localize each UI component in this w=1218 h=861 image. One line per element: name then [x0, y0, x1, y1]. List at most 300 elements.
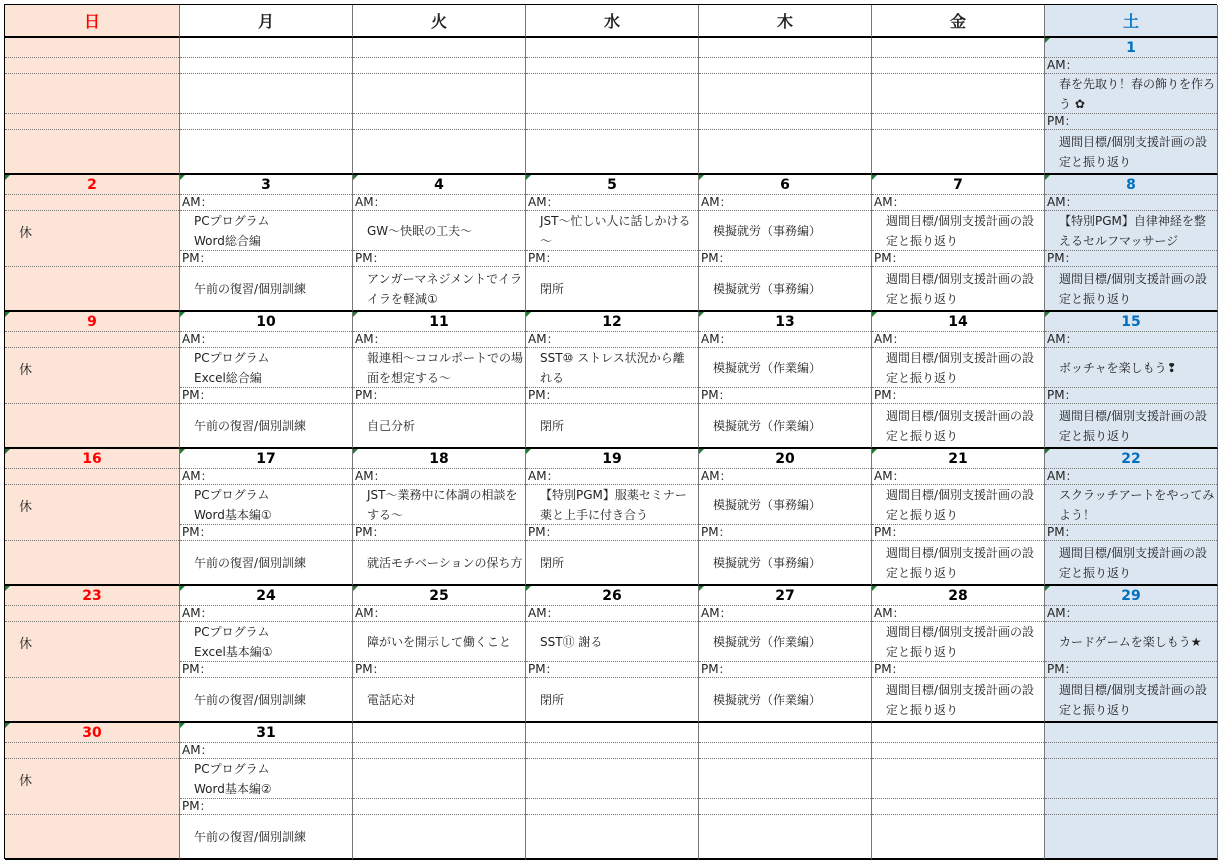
day-cell-9 — [5, 312, 180, 449]
day-number: 3 — [180, 175, 352, 195]
am-event-text: PCプログラム Excel総合編 — [194, 350, 270, 385]
blank-row — [699, 759, 871, 799]
empty-day-cell — [5, 38, 180, 175]
day-number: 13 — [699, 312, 871, 332]
day-number — [5, 38, 179, 58]
pm-label: PM： — [872, 662, 1044, 678]
empty-day-cell — [1045, 723, 1218, 860]
day-number: 4 — [353, 175, 525, 195]
day-cell-7 — [872, 175, 1045, 312]
pm-label-row — [5, 251, 179, 267]
day-number: 30 — [5, 723, 179, 743]
am-event — [699, 348, 871, 388]
am-event — [872, 622, 1044, 662]
day-number — [353, 723, 525, 743]
blank-row — [353, 58, 525, 74]
pm-event-text: 就活モチベーションの保ち方 — [367, 555, 523, 570]
pm-label: PM： — [699, 251, 871, 267]
day-cell-25 — [353, 586, 526, 723]
day-cell-6 — [699, 175, 872, 312]
day-cell-4 — [353, 175, 526, 312]
blank-row — [353, 759, 525, 799]
pm-event-text: 午前の復習/個別訓練 — [194, 829, 307, 844]
am-label: AM： — [872, 332, 1044, 348]
pm-event-text: 自己分析 — [367, 418, 416, 433]
pm-label: PM： — [699, 388, 871, 404]
pm-event-row — [5, 404, 179, 447]
am-event-text: 週間目標/個別支援計画の設定と振り返り — [886, 624, 1035, 659]
am-label: AM： — [699, 606, 871, 622]
day-number — [1045, 723, 1217, 743]
day-cell-5 — [526, 175, 699, 312]
am-label-row — [5, 469, 179, 485]
day-number — [526, 38, 698, 58]
pm-label: PM： — [526, 251, 698, 267]
blank-row — [872, 759, 1044, 799]
day-cell-27 — [699, 586, 872, 723]
pm-event-text: 週間目標/個別支援計画の設定と振り返り — [886, 408, 1035, 443]
pm-event-row — [5, 267, 179, 310]
day-number: 19 — [526, 449, 698, 469]
am-label-row — [5, 743, 179, 759]
blank-row — [699, 815, 871, 858]
pm-label: PM： — [180, 251, 352, 267]
am-label: AM： — [180, 743, 352, 759]
am-event-text: GW～快眠の工夫～ — [367, 223, 473, 238]
day-number: 12 — [526, 312, 698, 332]
blank-row — [5, 58, 179, 74]
pm-event — [1045, 130, 1217, 173]
am-label: AM： — [180, 469, 352, 485]
am-label: AM： — [180, 195, 352, 211]
day-cell-28 — [872, 586, 1045, 723]
am-label: AM： — [353, 195, 525, 211]
pm-event-text: 閉所 — [540, 692, 565, 707]
weekday-header-wed: 水 — [526, 5, 699, 38]
day-number: 24 — [180, 586, 352, 606]
pm-event — [699, 678, 871, 721]
empty-day-cell — [353, 38, 526, 175]
pm-label-row — [5, 799, 179, 815]
day-number: 28 — [872, 586, 1044, 606]
pm-event — [699, 404, 871, 447]
am-label: AM： — [526, 332, 698, 348]
blank-row — [526, 759, 698, 799]
pm-event-text: 模擬就労（事務編） — [713, 281, 822, 296]
weekday-header-sat: 土 — [1045, 5, 1218, 38]
blank-row — [699, 130, 871, 173]
am-event-text: 障がいを開示して働くこと — [367, 634, 512, 649]
day-number: 23 — [5, 586, 179, 606]
pm-event — [180, 267, 352, 310]
blank-row — [353, 743, 525, 759]
pm-event-text: アンガーマネジメントでイライラを軽減① — [367, 271, 523, 306]
rest-day-label: 休 — [19, 362, 33, 378]
am-event — [526, 485, 698, 525]
day-number — [526, 723, 698, 743]
day-number: 26 — [526, 586, 698, 606]
day-number: 8 — [1045, 175, 1217, 195]
day-number: 15 — [1045, 312, 1217, 332]
am-event — [353, 485, 525, 525]
am-label: AM： — [699, 195, 871, 211]
pm-event — [353, 678, 525, 721]
blank-row — [180, 114, 352, 130]
day-number: 17 — [180, 449, 352, 469]
day-cell-30 — [5, 723, 180, 860]
pm-event-row — [5, 678, 179, 721]
am-event-text: JST～業務中に体調の相談をする～ — [367, 487, 518, 522]
am-event — [699, 622, 871, 662]
blank-row — [180, 58, 352, 74]
am-event-text: JST～忙しい人に話しかける～ — [540, 213, 691, 248]
blank-row — [872, 815, 1044, 858]
day-number: 21 — [872, 449, 1044, 469]
pm-event-text: 電話応対 — [367, 692, 416, 707]
pm-label: PM： — [353, 388, 525, 404]
pm-label: PM： — [1045, 388, 1217, 404]
empty-day-cell — [872, 723, 1045, 860]
blank-row — [699, 58, 871, 74]
pm-label: PM： — [526, 388, 698, 404]
blank-row — [353, 114, 525, 130]
rest-day-label: 休 — [19, 773, 33, 789]
am-event — [1045, 348, 1217, 388]
am-event-text: SST⑩ ストレス状況から離れる — [540, 350, 685, 385]
pm-event-text: 週間目標/個別支援計画の設定と振り返り — [1059, 545, 1208, 580]
pm-label: PM： — [699, 662, 871, 678]
rest-day-label: 休 — [19, 636, 33, 652]
pm-label: PM： — [1045, 662, 1217, 678]
am-event — [526, 348, 698, 388]
blank-row — [1045, 759, 1217, 799]
pm-label: PM： — [353, 662, 525, 678]
empty-day-cell — [353, 723, 526, 860]
pm-event — [1045, 678, 1217, 721]
blank-row — [526, 74, 698, 114]
pm-event-text: 午前の復習/個別訓練 — [194, 418, 307, 433]
blank-row — [872, 114, 1044, 130]
am-event — [180, 211, 352, 251]
blank-row — [872, 74, 1044, 114]
pm-label-row — [5, 388, 179, 404]
am-label: AM： — [699, 332, 871, 348]
am-event — [353, 622, 525, 662]
day-cell-26 — [526, 586, 699, 723]
day-cell-17 — [180, 449, 353, 586]
pm-event — [1045, 541, 1217, 584]
pm-event-row — [5, 541, 179, 584]
blank-row — [353, 799, 525, 815]
pm-label: PM： — [872, 388, 1044, 404]
am-label: AM： — [1045, 469, 1217, 485]
pm-event — [872, 404, 1044, 447]
am-label: AM： — [353, 332, 525, 348]
day-number: 27 — [699, 586, 871, 606]
empty-day-cell — [699, 723, 872, 860]
day-number — [180, 38, 352, 58]
day-number: 2 — [5, 175, 179, 195]
pm-label-row — [5, 662, 179, 678]
blank-row — [699, 799, 871, 815]
am-event-text: スクラッチアートをやってみよう！ — [1059, 487, 1215, 522]
day-cell-24 — [180, 586, 353, 723]
pm-event — [180, 541, 352, 584]
empty-day-cell — [872, 38, 1045, 175]
day-cell-11 — [353, 312, 526, 449]
pm-event-text: 週間目標/個別支援計画の設定と振り返り — [1059, 682, 1208, 717]
pm-event — [699, 267, 871, 310]
pm-event-text: 模擬就労（作業編） — [713, 692, 822, 707]
pm-event-text: 閉所 — [540, 281, 565, 296]
day-number: 6 — [699, 175, 871, 195]
pm-label: PM： — [180, 662, 352, 678]
day-number — [699, 38, 871, 58]
pm-label: PM： — [180, 799, 352, 815]
am-event-text: PCプログラム Word基本編① — [194, 487, 272, 522]
blank-row — [1045, 815, 1217, 858]
blank-row — [526, 815, 698, 858]
am-event — [1045, 622, 1217, 662]
pm-label: PM： — [872, 525, 1044, 541]
am-event-text: カードゲームを楽しもう★ — [1059, 634, 1202, 649]
weekday-header-thu: 木 — [699, 5, 872, 38]
am-event-text: 春を先取り！春の飾りを作ろう ✿ — [1059, 76, 1216, 111]
blank-row — [699, 743, 871, 759]
pm-label: PM： — [1045, 251, 1217, 267]
pm-event-text: 模擬就労（作業編） — [713, 418, 822, 433]
pm-event — [1045, 404, 1217, 447]
am-event — [526, 211, 698, 251]
day-cell-3 — [180, 175, 353, 312]
am-event-text: 模擬就労（作業編） — [713, 360, 822, 375]
pm-event — [872, 678, 1044, 721]
am-event-text: 模擬就労（作業編） — [713, 634, 822, 649]
am-event — [353, 211, 525, 251]
day-number — [872, 38, 1044, 58]
am-label-row — [5, 195, 179, 211]
am-event — [180, 759, 352, 799]
day-cell-1 — [1045, 38, 1218, 175]
day-number: 1 — [1045, 38, 1217, 58]
pm-event — [526, 267, 698, 310]
am-label: AM： — [1045, 606, 1217, 622]
pm-label: PM： — [1045, 525, 1217, 541]
pm-event — [353, 541, 525, 584]
blank-row — [872, 743, 1044, 759]
pm-event — [180, 678, 352, 721]
blank-row — [526, 743, 698, 759]
day-number — [699, 723, 871, 743]
blank-row — [526, 58, 698, 74]
am-event-text: 模擬就労（事務編） — [713, 223, 822, 238]
day-cell-19 — [526, 449, 699, 586]
am-event — [872, 211, 1044, 251]
day-number: 14 — [872, 312, 1044, 332]
day-cell-16 — [5, 449, 180, 586]
pm-label: PM： — [353, 251, 525, 267]
pm-label-row — [5, 525, 179, 541]
am-label: AM： — [872, 195, 1044, 211]
blank-row — [353, 74, 525, 114]
am-event — [353, 348, 525, 388]
pm-label: PM： — [526, 662, 698, 678]
am-label: AM： — [180, 332, 352, 348]
pm-event — [353, 267, 525, 310]
am-label: AM： — [180, 606, 352, 622]
am-event-text: PCプログラム Word総合編 — [194, 213, 270, 248]
am-label: AM： — [526, 195, 698, 211]
am-event — [1045, 74, 1217, 114]
day-number: 31 — [180, 723, 352, 743]
am-label: AM： — [526, 469, 698, 485]
am-event — [180, 622, 352, 662]
empty-day-cell — [699, 38, 872, 175]
pm-label: PM： — [1045, 114, 1217, 130]
day-number: 29 — [1045, 586, 1217, 606]
blank-row — [699, 114, 871, 130]
pm-event — [872, 541, 1044, 584]
am-event-text: 週間目標/個別支援計画の設定と振り返り — [886, 487, 1035, 522]
day-cell-10 — [180, 312, 353, 449]
am-event — [699, 485, 871, 525]
am-label: AM： — [872, 606, 1044, 622]
day-cell-22 — [1045, 449, 1218, 586]
rest-day-label: 休 — [19, 225, 33, 241]
am-label: AM： — [353, 469, 525, 485]
am-event — [526, 622, 698, 662]
blank-row — [526, 114, 698, 130]
blank-row — [872, 799, 1044, 815]
day-cell-12 — [526, 312, 699, 449]
weekday-header-tue: 火 — [353, 5, 526, 38]
pm-event-text: 閉所 — [540, 555, 565, 570]
pm-event-text: 模擬就労（事務編） — [713, 555, 822, 570]
blank-row — [5, 74, 179, 114]
pm-event-text: 午前の復習/個別訓練 — [194, 555, 307, 570]
day-number: 5 — [526, 175, 698, 195]
day-cell-21 — [872, 449, 1045, 586]
pm-event — [353, 404, 525, 447]
blank-row — [5, 114, 179, 130]
blank-row — [526, 799, 698, 815]
day-number: 25 — [353, 586, 525, 606]
pm-event-text: 週間目標/個別支援計画の設定と振り返り — [886, 682, 1035, 717]
pm-event — [526, 678, 698, 721]
pm-label: PM： — [180, 388, 352, 404]
monthly-calendar — [4, 4, 1217, 859]
pm-event-text: 週間目標/個別支援計画の設定と振り返り — [1059, 271, 1208, 306]
am-event — [872, 348, 1044, 388]
pm-event — [699, 541, 871, 584]
blank-row — [872, 130, 1044, 173]
day-number: 10 — [180, 312, 352, 332]
day-number: 7 — [872, 175, 1044, 195]
day-number: 9 — [5, 312, 179, 332]
day-number: 22 — [1045, 449, 1217, 469]
am-label: AM： — [872, 469, 1044, 485]
pm-label: PM： — [872, 251, 1044, 267]
pm-label: PM： — [180, 525, 352, 541]
rest-day-label: 休 — [19, 499, 33, 515]
day-number — [353, 38, 525, 58]
day-cell-8 — [1045, 175, 1218, 312]
am-event — [872, 485, 1044, 525]
pm-event — [526, 404, 698, 447]
day-cell-14 — [872, 312, 1045, 449]
day-cell-15 — [1045, 312, 1218, 449]
pm-event — [872, 267, 1044, 310]
blank-row — [526, 130, 698, 173]
day-cell-31 — [180, 723, 353, 860]
am-label-row — [5, 606, 179, 622]
day-number — [872, 723, 1044, 743]
pm-label: PM： — [526, 525, 698, 541]
pm-event-text: 週間目標/個別支援計画の設定と振り返り — [886, 545, 1035, 580]
pm-label: PM： — [699, 525, 871, 541]
am-label: AM： — [526, 606, 698, 622]
day-cell-29 — [1045, 586, 1218, 723]
am-event — [1045, 485, 1217, 525]
pm-event-text: 週間目標/個別支援計画の設定と振り返り — [1059, 408, 1208, 443]
blank-row — [180, 74, 352, 114]
am-label: AM： — [699, 469, 871, 485]
pm-event-text: 午前の復習/個別訓練 — [194, 281, 307, 296]
day-number: 20 — [699, 449, 871, 469]
pm-label: PM： — [353, 525, 525, 541]
am-event-text: 【特別PGM】服薬セミナー 薬と上手に付き合う — [540, 487, 699, 522]
am-event-text: SST⑪ 謝る — [540, 634, 603, 649]
day-cell-20 — [699, 449, 872, 586]
pm-event — [526, 541, 698, 584]
blank-row — [353, 130, 525, 173]
weekday-header-mon: 月 — [180, 5, 353, 38]
blank-row — [353, 815, 525, 858]
weekday-header-sun: 日 — [5, 5, 180, 38]
pm-event — [180, 815, 352, 858]
empty-day-cell — [526, 38, 699, 175]
day-cell-2 — [5, 175, 180, 312]
pm-event-row — [5, 815, 179, 858]
pm-event-text: 週間目標/個別支援計画の設定と振り返り — [1059, 134, 1208, 169]
am-event-text: 週間目標/個別支援計画の設定と振り返り — [886, 213, 1035, 248]
day-cell-23 — [5, 586, 180, 723]
empty-day-cell — [526, 723, 699, 860]
am-event-text: 模擬就労（事務編） — [713, 497, 822, 512]
pm-event-text: 週間目標/個別支援計画の設定と振り返り — [886, 271, 1035, 306]
blank-row — [1045, 743, 1217, 759]
am-event-text: 報連相～ココルポートでの場面を想定する～ — [367, 350, 524, 385]
am-label: AM： — [1045, 195, 1217, 211]
am-event — [180, 485, 352, 525]
day-number: 16 — [5, 449, 179, 469]
blank-row — [699, 74, 871, 114]
am-event — [699, 211, 871, 251]
blank-row — [5, 130, 179, 173]
am-event — [1045, 211, 1217, 251]
day-number: 11 — [353, 312, 525, 332]
pm-event — [180, 404, 352, 447]
weekday-header-fri: 金 — [872, 5, 1045, 38]
am-label: AM： — [353, 606, 525, 622]
day-cell-13 — [699, 312, 872, 449]
blank-row — [1045, 799, 1217, 815]
am-event-text: PCプログラム Word基本編② — [194, 761, 272, 796]
blank-row — [180, 130, 352, 173]
am-label: AM： — [1045, 332, 1217, 348]
pm-event-text: 閉所 — [540, 418, 565, 433]
am-event — [180, 348, 352, 388]
